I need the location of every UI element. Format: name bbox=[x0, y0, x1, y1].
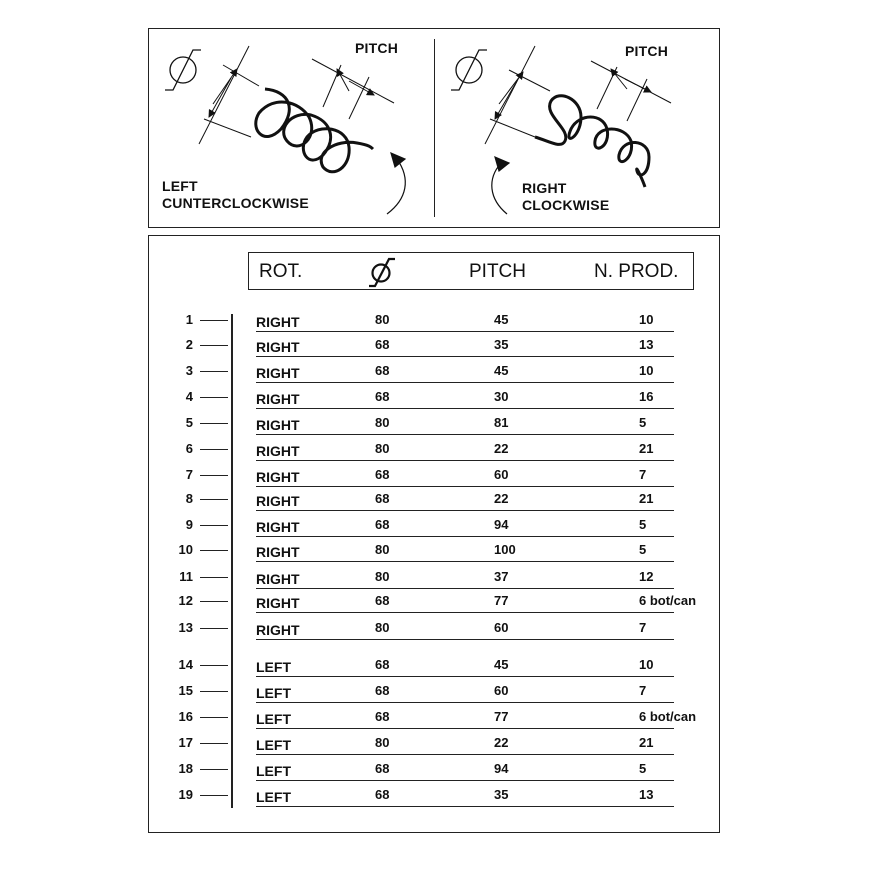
row-diameter: 68 bbox=[375, 337, 390, 352]
row-n-prod: 6 bot/can bbox=[639, 593, 697, 608]
header-rot: ROT. bbox=[259, 261, 303, 282]
row-n-prod: 5 bbox=[639, 415, 647, 430]
row-diameter: 68 bbox=[375, 389, 390, 404]
table-header bbox=[248, 252, 694, 290]
right-direction-label: RIGHT bbox=[522, 180, 567, 196]
rotation-arrow-counterclockwise-icon bbox=[387, 153, 405, 214]
row-leader-line bbox=[200, 691, 228, 692]
row-diameter: 80 bbox=[375, 569, 390, 584]
row-rotation: RIGHT bbox=[256, 595, 300, 611]
row-diameter: 80 bbox=[375, 542, 390, 557]
row-n-prod: 5 bbox=[639, 517, 647, 532]
row-number: 18 bbox=[178, 761, 193, 776]
row-underline bbox=[256, 612, 674, 613]
table-row bbox=[149, 488, 721, 512]
row-n-prod: 21 bbox=[639, 491, 654, 506]
row-pitch: 45 bbox=[494, 363, 509, 378]
row-pitch: 35 bbox=[494, 787, 509, 802]
row-number: 6 bbox=[185, 441, 193, 456]
row-underline bbox=[256, 780, 674, 781]
table-row bbox=[149, 758, 721, 782]
row-diameter: 80 bbox=[375, 441, 390, 456]
row-diameter: 68 bbox=[375, 593, 390, 608]
row-diameter: 68 bbox=[375, 709, 390, 724]
row-n-prod: 10 bbox=[639, 312, 654, 327]
row-rotation: LEFT bbox=[256, 789, 291, 805]
row-underline bbox=[256, 806, 674, 807]
row-number: 10 bbox=[178, 542, 193, 557]
row-diameter: 68 bbox=[375, 363, 390, 378]
coil-spring-right bbox=[535, 96, 649, 187]
row-n-prod: 21 bbox=[639, 735, 654, 750]
row-pitch: 22 bbox=[494, 491, 509, 506]
row-underline bbox=[256, 382, 674, 383]
row-pitch: 94 bbox=[494, 761, 509, 776]
row-pitch: 22 bbox=[494, 735, 509, 750]
pitch-dimension-lines bbox=[312, 59, 394, 119]
row-rotation: LEFT bbox=[256, 685, 291, 701]
diameter-dimension-lines bbox=[485, 46, 550, 144]
row-rotation: RIGHT bbox=[256, 571, 300, 587]
row-leader-line bbox=[200, 550, 228, 551]
table-row bbox=[149, 438, 721, 462]
row-underline bbox=[256, 639, 674, 640]
row-leader-line bbox=[200, 499, 228, 500]
row-leader-line bbox=[200, 743, 228, 744]
row-diameter: 80 bbox=[375, 312, 390, 327]
row-diameter: 68 bbox=[375, 467, 390, 482]
row-pitch: 100 bbox=[494, 542, 516, 557]
row-rotation: RIGHT bbox=[256, 365, 300, 381]
row-n-prod: 13 bbox=[639, 337, 654, 352]
row-diameter: 68 bbox=[375, 761, 390, 776]
row-rotation: RIGHT bbox=[256, 443, 300, 459]
row-number: 12 bbox=[178, 593, 193, 608]
row-pitch: 60 bbox=[494, 683, 509, 698]
row-rotation: LEFT bbox=[256, 737, 291, 753]
row-underline bbox=[256, 460, 674, 461]
row-underline bbox=[256, 588, 674, 589]
row-leader-line bbox=[200, 795, 228, 796]
row-rotation: RIGHT bbox=[256, 391, 300, 407]
row-number: 1 bbox=[185, 312, 193, 327]
row-pitch: 60 bbox=[494, 620, 509, 635]
table-row bbox=[149, 386, 721, 410]
row-pitch: 35 bbox=[494, 337, 509, 352]
row-pitch: 60 bbox=[494, 467, 509, 482]
row-underline bbox=[256, 356, 674, 357]
row-underline bbox=[256, 536, 674, 537]
row-n-prod: 13 bbox=[639, 787, 654, 802]
row-n-prod: 7 bbox=[639, 620, 647, 635]
header-diameter bbox=[367, 255, 397, 295]
row-leader-line bbox=[200, 475, 228, 476]
table-row bbox=[149, 514, 721, 538]
row-number: 17 bbox=[178, 735, 193, 750]
row-n-prod: 16 bbox=[639, 389, 654, 404]
row-leader-line bbox=[200, 320, 228, 321]
right-rotation-label: CLOCKWISE bbox=[522, 197, 610, 213]
spring-diagram-panel bbox=[148, 28, 720, 228]
row-rotation: RIGHT bbox=[256, 417, 300, 433]
row-leader-line bbox=[200, 717, 228, 718]
table-row bbox=[149, 654, 721, 678]
table-row bbox=[149, 590, 721, 614]
row-rotation: RIGHT bbox=[256, 469, 300, 485]
row-leader-line bbox=[200, 397, 228, 398]
row-n-prod: 10 bbox=[639, 657, 654, 672]
row-leader-line bbox=[200, 525, 228, 526]
row-diameter: 68 bbox=[375, 517, 390, 532]
row-pitch: 94 bbox=[494, 517, 509, 532]
row-pitch: 77 bbox=[494, 593, 509, 608]
row-pitch: 81 bbox=[494, 415, 509, 430]
row-underline bbox=[256, 434, 674, 435]
row-underline bbox=[256, 728, 674, 729]
table-row bbox=[149, 706, 721, 730]
table-row bbox=[149, 360, 721, 384]
row-rotation: LEFT bbox=[256, 763, 291, 779]
rotation-arrow-clockwise-icon bbox=[492, 157, 509, 214]
row-n-prod: 6 bot/can bbox=[639, 709, 697, 724]
table-row bbox=[149, 309, 721, 333]
coil-spring-left bbox=[256, 89, 373, 172]
table-row bbox=[149, 617, 721, 641]
row-rotation: RIGHT bbox=[256, 544, 300, 560]
row-number: 19 bbox=[178, 787, 193, 802]
row-leader-line bbox=[200, 601, 228, 602]
row-number: 7 bbox=[185, 467, 193, 482]
row-n-prod: 5 bbox=[639, 761, 647, 776]
row-number: 14 bbox=[178, 657, 193, 672]
row-number: 9 bbox=[185, 517, 193, 532]
row-diameter: 80 bbox=[375, 735, 390, 750]
row-diameter: 68 bbox=[375, 787, 390, 802]
row-leader-line bbox=[200, 577, 228, 578]
header-n-prod: N. PROD. bbox=[594, 261, 679, 282]
row-n-prod: 10 bbox=[639, 363, 654, 378]
row-number: 13 bbox=[178, 620, 193, 635]
left-direction-label: LEFT bbox=[162, 178, 198, 194]
row-diameter: 80 bbox=[375, 415, 390, 430]
row-n-prod: 7 bbox=[639, 467, 647, 482]
row-leader-line bbox=[200, 769, 228, 770]
row-underline bbox=[256, 676, 674, 677]
row-diameter: 80 bbox=[375, 620, 390, 635]
row-underline bbox=[256, 408, 674, 409]
table-row bbox=[149, 784, 721, 808]
spring-table-panel bbox=[148, 235, 720, 833]
left-rotation-label: CUNTERCLOCKWISE bbox=[162, 195, 309, 211]
row-pitch: 45 bbox=[494, 657, 509, 672]
row-n-prod: 5 bbox=[639, 542, 647, 557]
row-underline bbox=[256, 331, 674, 332]
diameter-symbol-icon bbox=[367, 255, 397, 289]
row-underline bbox=[256, 486, 674, 487]
row-underline bbox=[256, 702, 674, 703]
row-leader-line bbox=[200, 449, 228, 450]
row-number: 16 bbox=[178, 709, 193, 724]
table-row bbox=[149, 566, 721, 590]
left-pitch-label: PITCH bbox=[355, 40, 398, 56]
row-n-prod: 21 bbox=[639, 441, 654, 456]
row-number: 3 bbox=[185, 363, 193, 378]
table-row bbox=[149, 412, 721, 436]
row-rotation: RIGHT bbox=[256, 493, 300, 509]
row-rotation: RIGHT bbox=[256, 622, 300, 638]
row-number: 5 bbox=[185, 415, 193, 430]
table-row bbox=[149, 334, 721, 358]
row-number: 15 bbox=[178, 683, 193, 698]
row-pitch: 45 bbox=[494, 312, 509, 327]
row-n-prod: 12 bbox=[639, 569, 654, 584]
table-row bbox=[149, 539, 721, 563]
row-leader-line bbox=[200, 371, 228, 372]
table-row bbox=[149, 732, 721, 756]
right-pitch-label: PITCH bbox=[625, 43, 668, 59]
table-row bbox=[149, 464, 721, 488]
row-rotation: RIGHT bbox=[256, 314, 300, 330]
row-number: 11 bbox=[179, 569, 193, 584]
row-diameter: 68 bbox=[375, 491, 390, 506]
row-rotation: RIGHT bbox=[256, 339, 300, 355]
diameter-symbol-icon bbox=[451, 50, 487, 90]
row-leader-line bbox=[200, 345, 228, 346]
row-underline bbox=[256, 754, 674, 755]
row-number: 4 bbox=[185, 389, 193, 404]
diameter-dimension-lines bbox=[199, 46, 259, 144]
row-underline bbox=[256, 561, 674, 562]
row-rotation: LEFT bbox=[256, 711, 291, 727]
row-rotation: RIGHT bbox=[256, 519, 300, 535]
row-pitch: 22 bbox=[494, 441, 509, 456]
row-n-prod: 7 bbox=[639, 683, 647, 698]
table-row bbox=[149, 680, 721, 704]
pitch-dimension-lines bbox=[591, 61, 671, 121]
row-leader-line bbox=[200, 423, 228, 424]
row-pitch: 77 bbox=[494, 709, 509, 724]
row-pitch: 37 bbox=[494, 569, 509, 584]
header-pitch: PITCH bbox=[469, 261, 526, 282]
row-number: 8 bbox=[185, 491, 193, 506]
row-leader-line bbox=[200, 628, 228, 629]
row-leader-line bbox=[200, 665, 228, 666]
row-pitch: 30 bbox=[494, 389, 509, 404]
row-underline bbox=[256, 510, 674, 511]
row-rotation: LEFT bbox=[256, 659, 291, 675]
row-diameter: 68 bbox=[375, 657, 390, 672]
row-diameter: 68 bbox=[375, 683, 390, 698]
diameter-symbol-icon bbox=[165, 50, 201, 90]
row-number: 2 bbox=[185, 337, 193, 352]
